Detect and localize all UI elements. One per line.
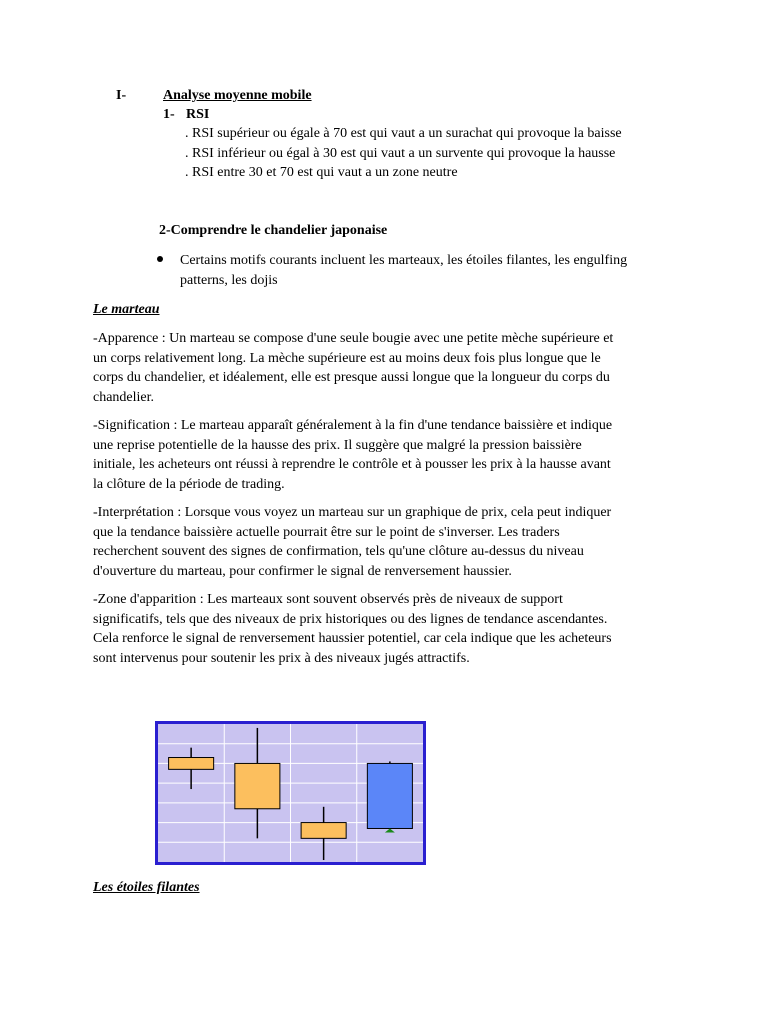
bullet-icon [157, 256, 163, 262]
paragraph-apparence [93, 329, 683, 407]
bullet-line: Certains motifs courants incluent les marteaux, les étoiles filantes, les engulfing [180, 253, 628, 268]
marteau-heading: Le marteau [93, 302, 160, 317]
paragraph-interpretation [93, 503, 683, 581]
candle-2-body [235, 763, 280, 808]
subsection-title: RSI [186, 107, 210, 122]
paragraph-line: -Apparence : Un marteau se compose d'une seule bougie avec une petite mèche supérieure et [93, 331, 614, 346]
paragraph-line: recherchent souvent des signes de confirmation, tels qu'une clôture au-dessus du niveau [93, 544, 584, 560]
paragraph-line: -Zone d'apparition : Les marteaux sont souvent observés près de niveaux de support [93, 592, 563, 607]
section-number: I- [116, 88, 127, 103]
paragraph-signification [93, 416, 683, 494]
paragraph-line: que la tendance baissière actuelle pourrait être sur le point de s'inverser. Les traders [93, 524, 560, 540]
subsection-number: 1- [163, 107, 175, 122]
paragraph-line: un corps relativement long. La mèche supérieure est au moins deux fois plus longue que le [93, 350, 601, 366]
bullet-line: patterns, les dojis [180, 273, 278, 288]
rsi-line-overbought: . RSI supérieur ou égale à 70 est qui vaut a un surachat qui provoque la baisse [185, 126, 622, 141]
rsi-line-oversold: . RSI inférieur ou égal à 30 est qui vaut a un survente qui provoque la hausse [185, 146, 616, 161]
paragraph-line: chandelier. [93, 389, 155, 405]
paragraph-line: sont intervenus pour soutenir les prix à des niveaux jugés attractifs. [93, 650, 470, 666]
etoiles-heading: Les étoiles filantes [93, 880, 200, 895]
candlestick-chart [155, 721, 426, 865]
paragraph-line: initiale, les acheteurs ont réussi à reprendre le contrôle et à pousser les prix à la hausse avant [93, 457, 611, 473]
candle-4-body [367, 763, 412, 828]
paragraph-line: corps du chandelier, et idéalement, elle est presque aussi longue que la longueur du corps du [93, 370, 610, 386]
section-two-title: 2-Comprendre le chandelier japonaise [159, 223, 388, 238]
paragraph-line: une reprise potentielle de la hausse des prix. Il suggère que malgré la pression baissière [93, 437, 582, 453]
candle-3-body [301, 823, 346, 839]
paragraph-line: -Interprétation : Lorsque vous voyez un marteau sur un graphique de prix, cela peut indiquer [93, 505, 612, 520]
section-title: Analyse moyenne mobile [163, 88, 312, 103]
paragraph-zone [93, 590, 683, 668]
rsi-line-neutral: . RSI entre 30 et 70 est qui vaut a un zone neutre [185, 165, 458, 180]
paragraph-line: significatifs, tels que des niveaux de prix historiques ou des lignes de tendance ascendantes. [93, 611, 608, 627]
paragraph-line: la clôture de la période de trading. [93, 476, 285, 492]
paragraph-line: -Signification : Le marteau apparaît généralement à la fin d'une tendance baissière et indique [93, 418, 613, 433]
candle-1-body [169, 758, 214, 770]
paragraph-line: d'ouverture du marteau, pour confirmer le signal de renversement haussier. [93, 563, 512, 579]
paragraph-line: Cela renforce le signal de renversement haussier potentiel, car cela indique que les acheteurs [93, 631, 612, 647]
